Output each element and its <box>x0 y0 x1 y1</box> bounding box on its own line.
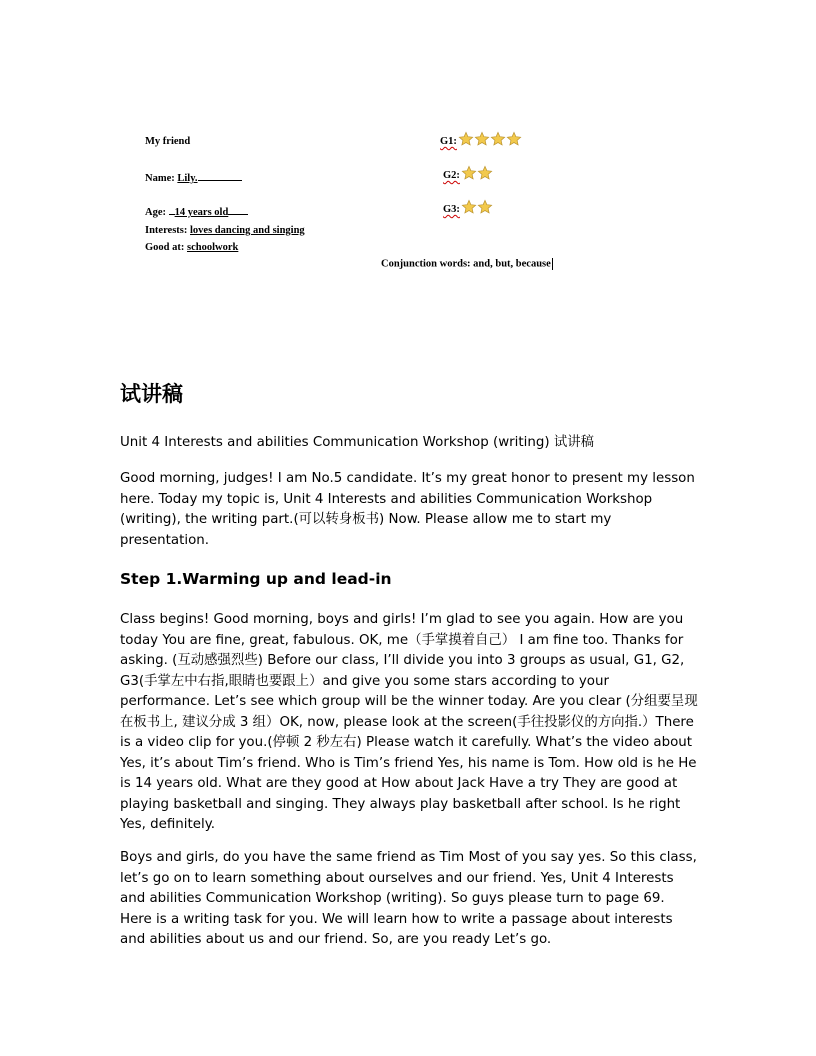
group-g3 <box>443 204 493 215</box>
conjunction-words <box>381 258 553 270</box>
lesson-subtitle: Unit 4 Interests and abilities Communication Workshop (writing) 试讲稿 <box>120 435 595 450</box>
board-good-at-row <box>145 242 238 253</box>
star-rating <box>461 165 493 181</box>
board-name-blank <box>198 170 242 181</box>
board-good-at-value: schoolwork <box>187 242 239 253</box>
star-rating <box>458 131 522 147</box>
text-cursor <box>552 258 553 270</box>
star-icon <box>477 199 493 215</box>
star-icon <box>477 165 493 181</box>
group-g1 <box>440 136 522 147</box>
board-name-value: Lily. <box>177 173 198 184</box>
step1-heading: Step 1.Warming up and lead-in <box>120 570 392 588</box>
blackboard-image <box>140 128 580 278</box>
group-label: G3: <box>443 204 460 215</box>
star-icon <box>506 131 522 147</box>
star-icon <box>461 199 477 215</box>
board-good-at-label: Good at: <box>145 242 185 253</box>
conjunction-text: Conjunction words: and, but, because <box>381 258 551 270</box>
star-icon <box>474 131 490 147</box>
group-g2 <box>443 170 493 181</box>
board-interests-value: loves dancing and singing <box>190 225 305 236</box>
star-icon <box>461 165 477 181</box>
board-age-blank-right <box>228 204 248 215</box>
board-name-row <box>145 170 242 184</box>
group-label: G1: <box>440 136 457 147</box>
board-interests-row <box>145 225 305 236</box>
page-title: 试讲稿 <box>120 381 183 406</box>
board-interests-label: Interests: <box>145 225 188 236</box>
board-name-label: Name: <box>145 173 175 184</box>
board-age-row <box>145 204 248 218</box>
intro-paragraph: Good morning, judges! I am No.5 candidate. It’s my great honor to present my lesson here. Today my topic is, Unit 4 Interests and abilities Communication Workshop (writing), the writing part.(可以转身板书) Now. Please allow me to start my presentation. <box>120 471 695 548</box>
group-label: G2: <box>443 170 460 181</box>
star-icon <box>458 131 474 147</box>
board-age-label: Age: <box>145 207 166 218</box>
star-icon <box>490 131 506 147</box>
board-title: My friend <box>145 136 191 147</box>
step1-paragraph-1: Class begins! Good morning, boys and girls! I’m glad to see you again. How are you today You are fine, great, fabulous. OK, me（手掌摸着自己） I am fine too. Thanks for asking. (互动感强烈些) Before our class, I’ll divide you into 3 groups as usual, G1, G2, G3(手掌左中右指,眼睛也要跟上）and give you some stars according to your performance. Let’s see which group will be the winner today. Are you clear (分组要呈现在板书上, 建议分成 3 组）OK, now, please look at the screen(手往投影仪的方向指.）There is a video clip for you.(停顿 2 秒左右) Please watch it carefully. What’s the video about Yes, it’s about Tim’s friend. Who is Tim’s friend Yes, his name is Tom. How old is he He is 14 years old. What are they good at How about Jack Have a try They are good at playing basketball and singing. They always play basketball after school. Is he right Yes, definitely. <box>120 612 698 832</box>
star-rating <box>461 199 493 215</box>
board-age-value: 14 years old <box>174 207 229 218</box>
step1-paragraph-2: Boys and girls, do you have the same friend as Tim Most of you say yes. So this class, let’s go on to learn something about ourselves and our friend. Yes, Unit 4 Interests and abilities Communication Workshop (writing). So guys please turn to page 69. Here is a writing task for you. We will learn how to write a passage about interests and abilities about us and our friend. So, are you ready Let’s go. <box>120 850 697 947</box>
